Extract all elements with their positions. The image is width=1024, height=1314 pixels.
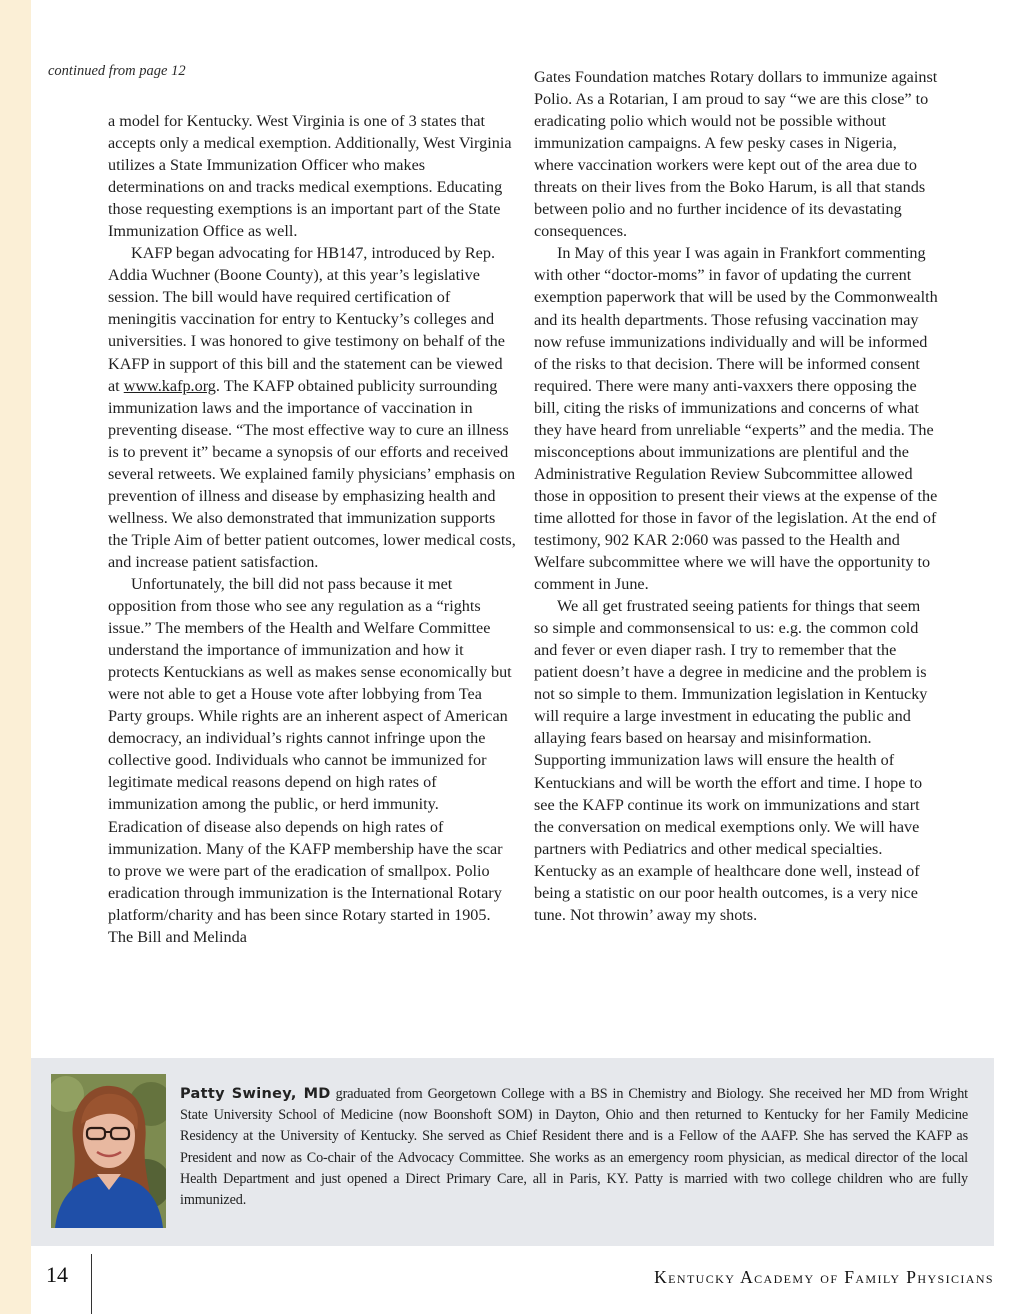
author-bio-text [180, 1084, 968, 1211]
author-bio-description: graduated from Georgetown College with a BS in Chemistry and Biology. She received her MD from Wright State University School of Medicine (now Boonshoft SOM) in Dayton, Ohio and then returned to Kentucky for her Family Medicine Residency at the University of Kentucky. She served as Chief Resident there and is a Fellow of the AAFP. She has served the KAFP as President and now as Co-chair of the Advocacy Committee. She works as an emergency room physician, as medical director of the local Health Department and just opened a Direct Primary Care, all in Paris, KY. Patty is married with two college children who are fully immunized. [180, 1086, 968, 1209]
publication-title: Kentucky Academy of Family Physicians [654, 1267, 994, 1287]
footer-divider [91, 1254, 92, 1314]
author-bio-box [31, 1058, 994, 1246]
paragraph: We all get frustrated seeing patients for things that seem so simple and commonsensical to us: e.g. the common cold and fever or even diaper rash. I try to remember that the patient doesn’t have a degree in medicine and the problem is not so simple to them. Immunization legislation in Kentucky will require a large investment in educating the public and allaying fears based on hearsay and misinformation. Supporting immunization laws will ensure the health of Kentuckians and will be worth the effort and time. I hope to see the KAFP continue its work on immunizations and start the conversation on medical exemptions only. We will have partners with Pediatrics and other medical specialties. Kentucky as an example of healthcare done well, instead of being a statistic on our poor health outcomes, is a very nice tune. Not throwin’ away my shots. [534, 597, 928, 924]
paragraph: Gates Foundation matches Rotary dollars to immunize against Polio. As a Rotarian, I am proud to say “we are this close” to eradicating polio which would not be possible without immunization campaigns. A few pesky cases in Nigeria, where vaccination workers were kept out of the area due to threats on their lives from the Boko Harum, is all that stands between polio and no further incidence of its devastating consequences. [534, 68, 938, 241]
side-stripe [0, 0, 31, 1314]
article-column-right [534, 66, 938, 926]
paragraph: Unfortunately, the bill did not pass because it met opposition from those who see any regulation as a “rights issue.” The members of the Health and Welfare Committee understand the importance of immunization and how it protects Kentuckians as well as makes sense economically but were not able to get a House vote after lobbying from Tea Party groups. While rights are an inherent aspect of American democracy, an individual’s rights cannot infringe upon the collective good. Individuals who cannot be immunized for legitimate medical reasons depend on high rates of immunization among the public, or herd immunity. Eradication of disease also depends on high rates of immunization. Many of the KAFP membership have the scar to prove we were part of the eradication of smallpox. Polio eradication through immunization is the International Rotary platform/charity and has been since Rotary started in 1905. The Bill and Melinda [108, 574, 512, 946]
paragraph: In May of this year I was again in Frankfort commenting with other “doctor-moms” in favor of updating the current exemption paperwork that will be used by the Commonwealth and its health departments. Those refusing vaccination may now refuse immunizations individually and will be informed of the risks to that decision. There will be informed consent required. There were many anti-vaxxers there opposing the bill, citing the risks of immunizations and concerns of what they have heard from unreliable “experts” and the media. The misconceptions about immunizations are plentiful and the Administrative Regulation Review Subcommittee allowed those in opposition to present their views at the expense of the time allotted for those in favor of the legislation. At the end of testimony, 902 KAR 2:060 was passed to the Health and Welfare subcommittee where we will have the opportunity to comment in June. [534, 244, 938, 594]
kafp-website-link[interactable]: www.kafp.org [123, 376, 216, 395]
author-portrait-icon [51, 1074, 166, 1228]
page-number: 14 [46, 1262, 68, 1287]
author-photo [51, 1074, 166, 1228]
article-column-left [108, 110, 516, 948]
paragraph: a model for Kentucky. West Virginia is one of 3 states that accepts only a medical exemption. Additionally, West Virginia utilizes a State Immunization Officer who makes determinations on and tracks medical exemptions. Educating those requesting exemptions is an important part of the State Immunization Office as well. [108, 112, 512, 241]
continued-note: continued from page 12 [48, 63, 186, 79]
paragraph: KAFP began advocating for HB147, introduced by Rep. Addia Wuchner (Boone County), at this year’s legislative session. The bill would have required certification of meningitis vaccination for entry to Kentucky’s colleges and universities. I was honored to give testimony on behalf of the KAFP in support of this bill and the statement can be viewed at www.kafp.org. The KAFP obtained publicity surrounding immunization laws and the importance of vaccination in preventing disease. “The most effective way to cure an illness is to prevent it” became a synopsis of our efforts and received several retweets. We explained family physicians’ emphasis on prevention of illness and disease by emphasizing health and wellness. We also demonstrated that immunization supports the Triple Aim of better patient outcomes, lower medical costs, and increase patient satisfaction. [108, 244, 516, 571]
author-name: Patty Swiney, MD [180, 1086, 331, 1102]
